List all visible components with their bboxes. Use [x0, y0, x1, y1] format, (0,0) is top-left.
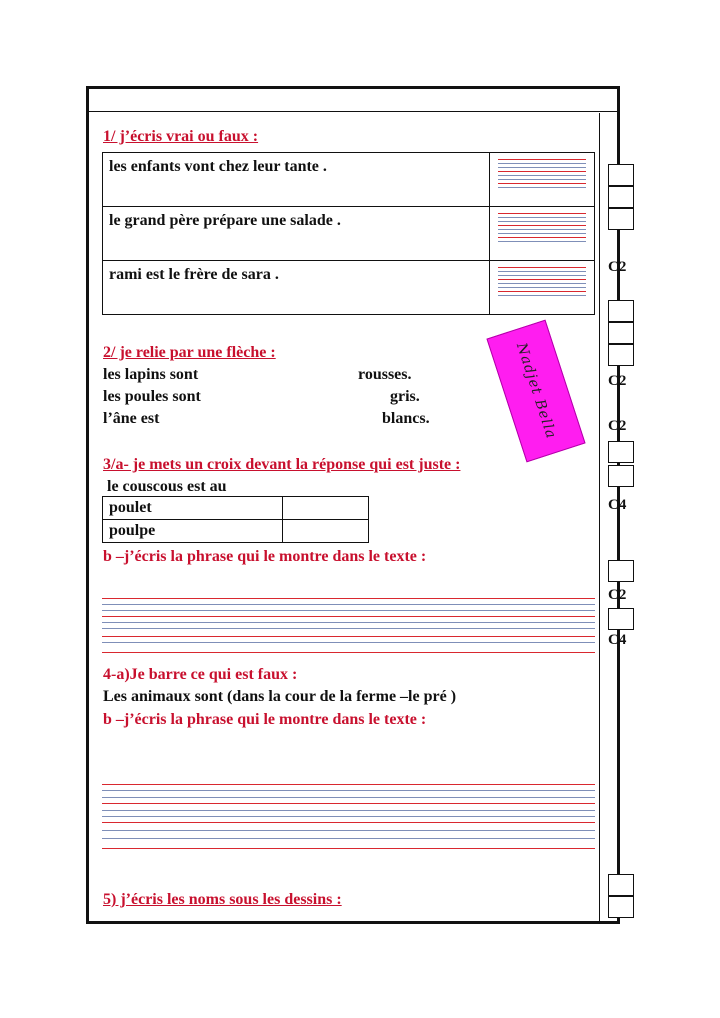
stamp-text: Nadjet Bella [512, 340, 560, 442]
q2-right-2: gris. [390, 388, 420, 405]
q5-title: 5) j’écris les noms sous les dessins : [103, 891, 342, 908]
q4-title: 4-a)Je barre ce qui est faux : [103, 666, 298, 683]
choice-box-2[interactable] [283, 520, 369, 543]
score-box[interactable] [608, 344, 634, 366]
q4-b-prompt: b –j’écris la phrase qui le montre dans le texte : [103, 711, 427, 728]
q4-sentence: Les animaux sont (dans la cour de la ferme –le pré ) [103, 688, 457, 705]
table-row [103, 153, 595, 207]
score-box[interactable] [608, 874, 634, 896]
competency-code: C2 [608, 373, 627, 389]
q2-title: 2/ je relie par une flèche : [103, 344, 276, 361]
score-box[interactable] [608, 300, 634, 322]
q1-statement-3: rami est le frère de sara . [103, 261, 490, 315]
q2-left-2: les poules sont [103, 388, 201, 405]
q2-right-3: blancs. [382, 410, 430, 427]
score-box[interactable] [608, 164, 634, 186]
option-poulpe: poulpe [103, 520, 283, 543]
option-poulet: poulet [103, 497, 283, 520]
table-row [103, 207, 595, 261]
score-box[interactable] [608, 465, 634, 487]
score-box[interactable] [608, 441, 634, 463]
competency-code: C2 [608, 587, 627, 603]
competency-code: C2 [608, 259, 627, 275]
table-row [103, 261, 595, 315]
score-box[interactable] [608, 560, 634, 582]
score-box[interactable] [608, 608, 634, 630]
top-rule [89, 111, 617, 112]
choice-box-1[interactable] [283, 497, 369, 520]
margin-column [599, 113, 600, 921]
q1-statement-2: le grand père prépare une salade . [103, 207, 490, 261]
competency-code: C4 [608, 632, 627, 648]
q3-b-prompt: b –j’écris la phrase qui le montre dans le texte : [103, 548, 427, 565]
q2-left-1: les lapins sont [103, 366, 199, 383]
true-false-table [102, 152, 595, 315]
table-row [103, 520, 369, 543]
q3-title: 3/a- je mets un croix devant la réponse qui est juste : [103, 456, 461, 473]
q3-prompt: le couscous est au [107, 478, 227, 495]
q2-right-1: rousses. [358, 366, 412, 383]
q1-title: 1/ j’écris vrai ou faux : [103, 128, 259, 145]
competency-code: C4 [608, 497, 627, 513]
score-box[interactable] [608, 208, 634, 230]
q1-statement-1: les enfants vont chez leur tante . [103, 153, 490, 207]
answer-cell-3[interactable] [490, 261, 595, 315]
competency-code: C2 [608, 418, 627, 434]
answer-cell-1[interactable] [490, 153, 595, 207]
score-box[interactable] [608, 896, 634, 918]
q2-left-3: l’âne est [103, 410, 160, 427]
table-row [103, 497, 369, 520]
score-box[interactable] [608, 322, 634, 344]
answer-cell-2[interactable] [490, 207, 595, 261]
score-box[interactable] [608, 186, 634, 208]
choice-table [102, 496, 369, 543]
